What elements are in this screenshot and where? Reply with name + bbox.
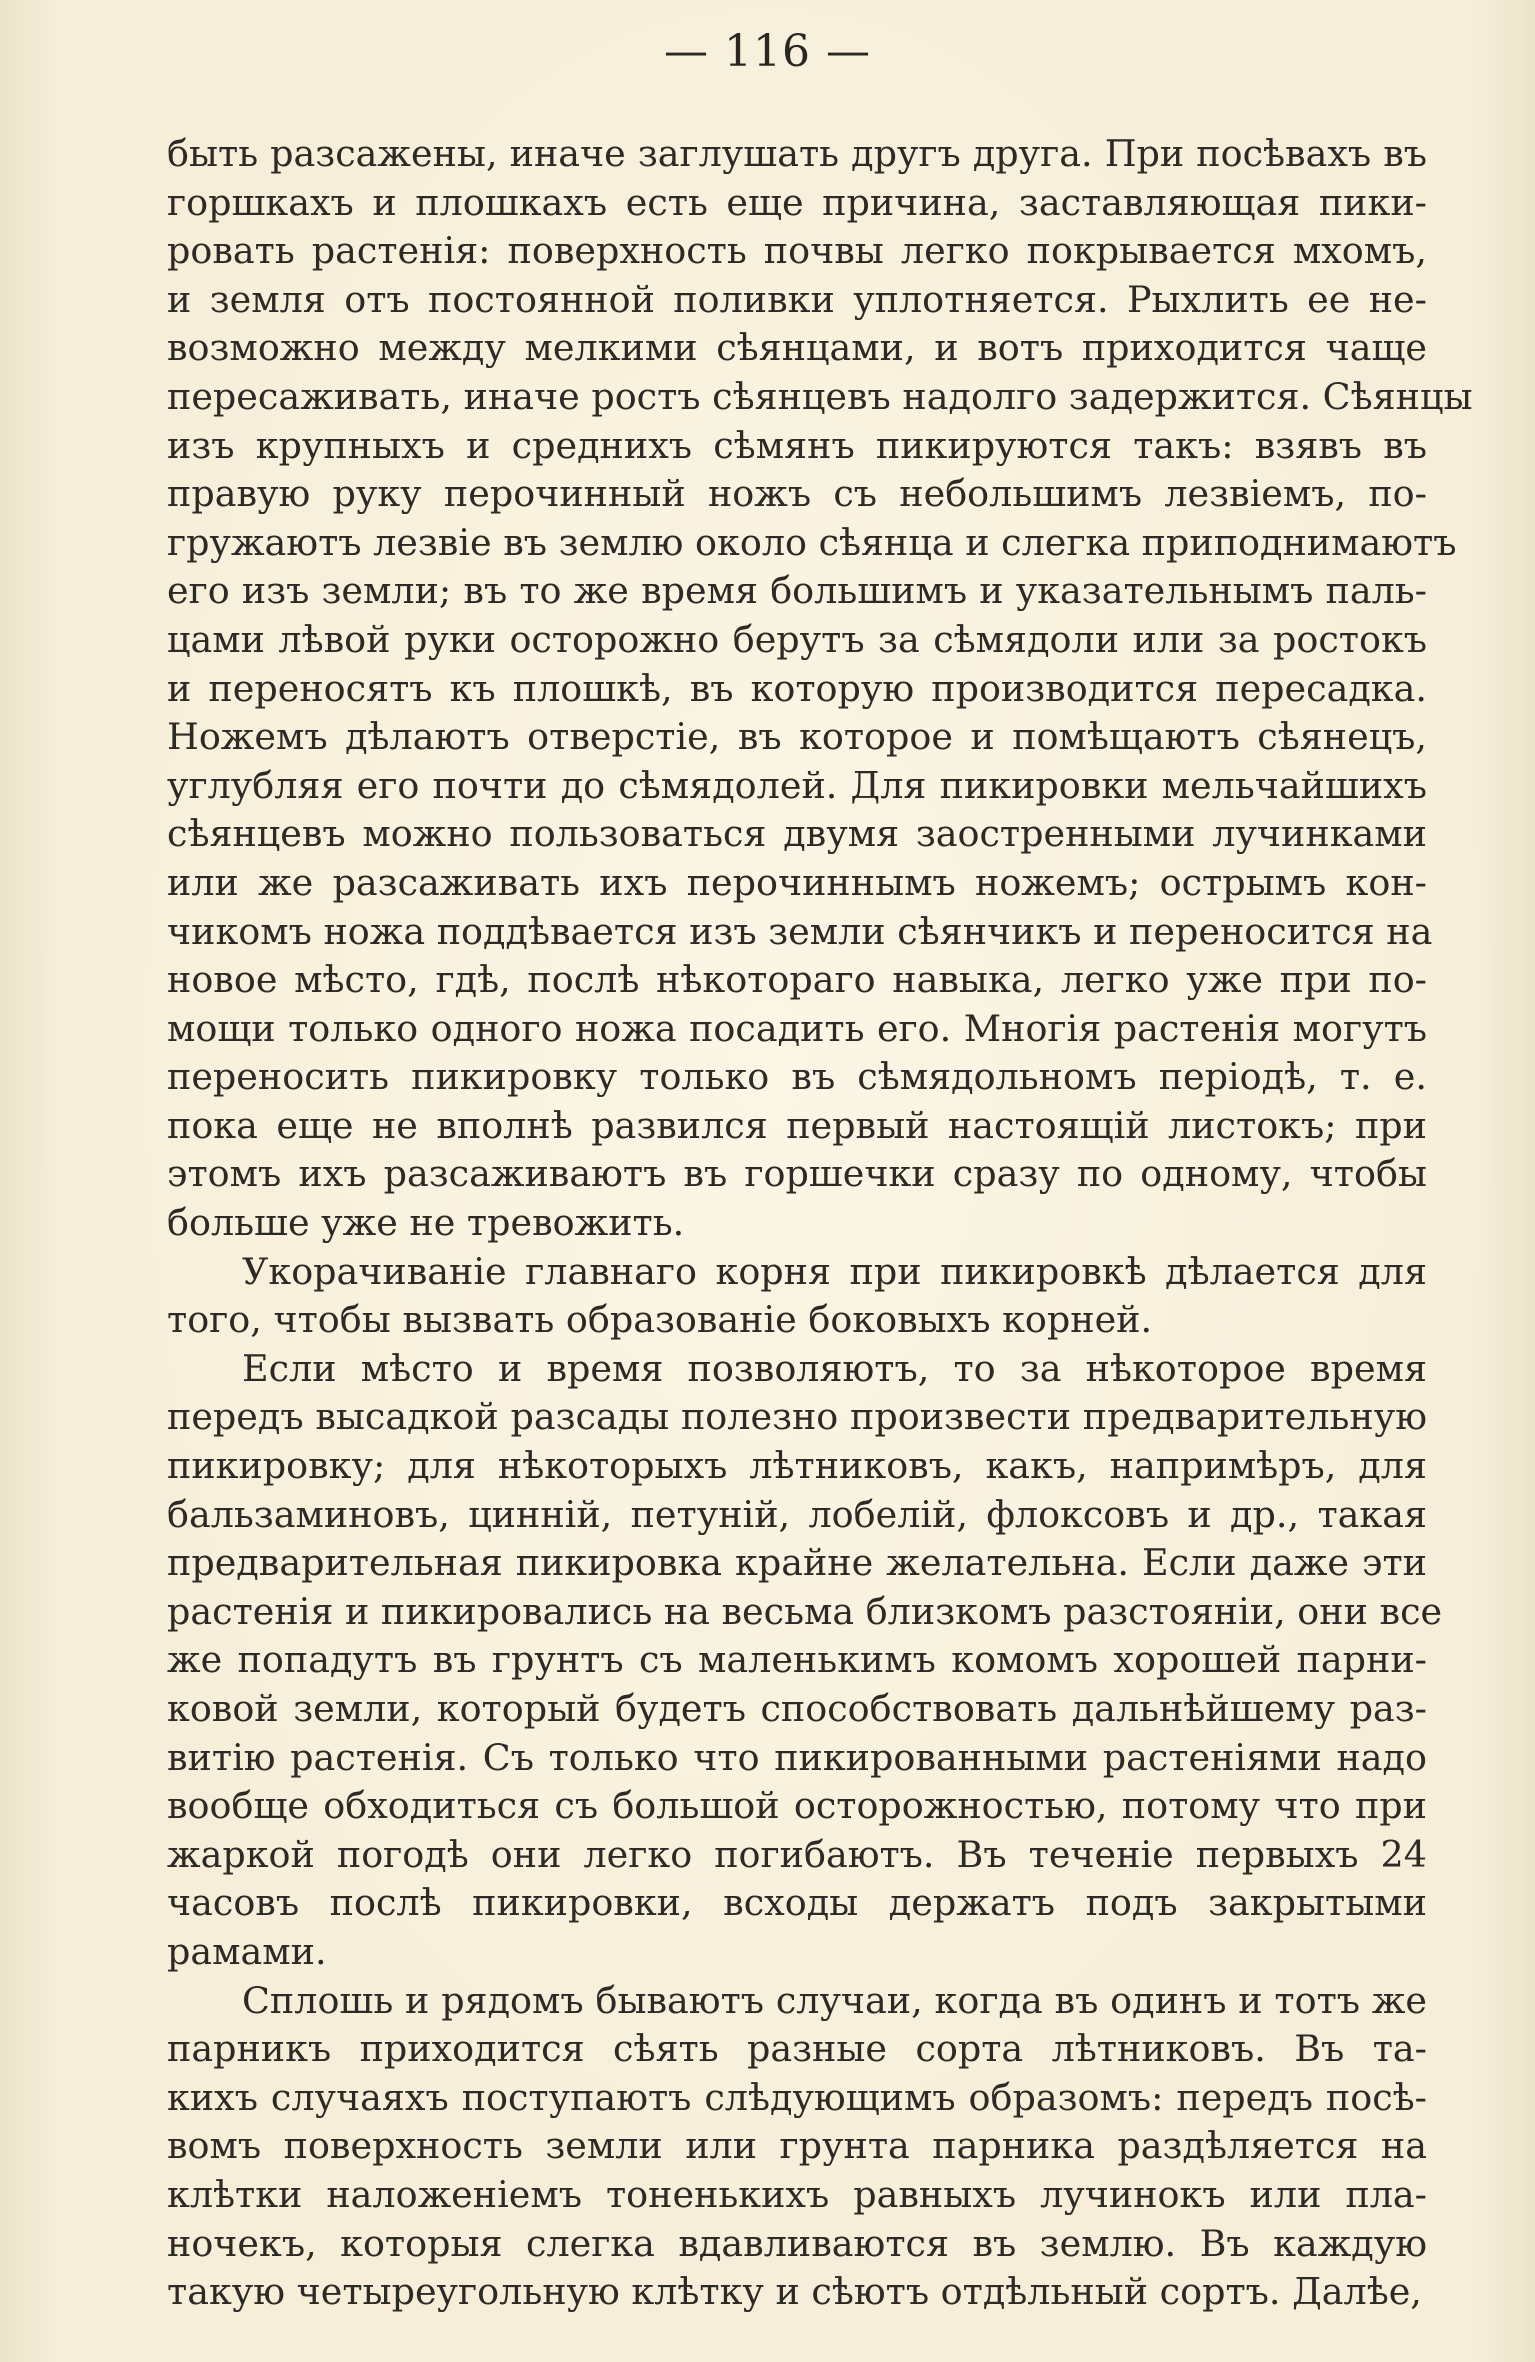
text-line: гружаютъ лезвіе въ землю около сѣянца и слегка приподнимаютъ [167, 520, 1457, 564]
text-line: парникъ приходится сѣять разные сорта лѣтниковъ. Въ та- [167, 2027, 1427, 2071]
text-line: цами лѣвой руки осторожно берутъ за сѣмядоли или за ростокъ [167, 617, 1427, 661]
text-line: и земля отъ постоянной поливки уплотняется. Рыхлить ее не- [167, 277, 1427, 321]
text-line: жаркой погодѣ они легко погибаютъ. Въ теченіе первыхъ 24 [167, 1832, 1427, 1876]
text-line: и переносятъ къ плошкѣ, въ которую производится пересадка. [167, 666, 1427, 710]
text-line: такую четыреугольную клѣтку и сѣютъ отдѣльный сортъ. Далѣе, [167, 2270, 1422, 2314]
text-line: ночекъ, которыя слегка вдавливаются въ землю. Въ каждую [167, 2221, 1427, 2265]
text-line: клѣтки наложеніемъ тоненькихъ равныхъ лучинокъ или пла- [167, 2172, 1427, 2216]
text-line: бальзаминовъ, цинній, петуній, лобелій, флоксовъ и др., такая [167, 1492, 1427, 1536]
text-line: Ножемъ дѣлаютъ отверстіе, въ которое и помѣщаютъ сѣянецъ, [167, 715, 1427, 759]
text-line: мощи только одного ножа посадить его. Многія растенія могутъ [167, 1006, 1427, 1050]
page-number: — 116 — [664, 26, 871, 77]
text-line: горшкахъ и плошкахъ есть еще причина, заставляющая пики- [167, 180, 1427, 224]
text-line: возможно между мелкими сѣянцами, и вотъ приходится чаще [167, 326, 1427, 370]
text-line: этомъ ихъ разсаживаютъ въ горшечки сразу по одному, чтобы [167, 1152, 1427, 1196]
text-line: чикомъ ножа поддѣвается изъ земли сѣянчикъ и переносится на [167, 909, 1433, 953]
text-line: пока еще не вполнѣ развился первый настоящій листокъ; при [167, 1103, 1427, 1147]
text-line: быть разсажены, иначе заглушать другъ друга. При посѣвахъ въ [167, 132, 1427, 175]
text-line: сѣянцевъ можно пользоваться двумя заостренными лучинками [167, 812, 1427, 856]
text-line: Сплошь и рядомъ бываютъ случаи, когда въ одинъ и тотъ же [242, 1978, 1427, 2022]
text-line: того, чтобы вызвать образованіе боковыхъ корней. [167, 1298, 1153, 1342]
text-line: Укорачиваніе главнаго корня при пикировкѣ дѣлается для [242, 1249, 1427, 1293]
text-line: больше уже не тревожить. [167, 1201, 685, 1245]
text-line: ковой земли, который будетъ способствовать дальнѣйшему раз- [167, 1687, 1427, 1730]
text-line: ровать растенія: поверхность почвы легко покрывается мхомъ, [167, 229, 1427, 273]
text-line: рамами. [167, 1929, 327, 1973]
paragraph [167, 1345, 1443, 1977]
text-line: кихъ случаяхъ поступаютъ слѣдующимъ образомъ: передъ посѣ- [167, 2075, 1427, 2119]
text-line: переносить пикировку только въ сѣмядольномъ періодѣ, т. е. [167, 1055, 1427, 1099]
text-line: Если мѣсто и время позволяютъ, то за нѣкоторое время [242, 1346, 1427, 1390]
text-line: правую руку перочинный ножъ съ небольшимъ лезвіемъ, по- [167, 472, 1427, 516]
text-line: или же разсаживать ихъ перочиннымъ ножемъ; острымъ кон- [167, 860, 1427, 904]
text-line: пикировку; для нѣкоторыхъ лѣтниковъ, какъ, напримѣръ, для [167, 1444, 1427, 1488]
text-line: предварительная пикировка крайне желательна. Если даже эти [167, 1541, 1427, 1585]
text-line: пересаживать, иначе ростъ сѣянцевъ надолго задержится. Сѣянцы [167, 374, 1473, 418]
text-line: растенія и пикировались на весьма близкомъ разстояніи, они все [167, 1589, 1443, 1633]
text-line: углубляя его почти до сѣмядолей. Для пикировки мельчайшихъ [167, 763, 1427, 807]
text-line: передъ высадкой разсады полезно произвести предварительную [167, 1395, 1427, 1439]
text-line: витію растенія. Съ только что пикированными растеніями надо [167, 1735, 1427, 1779]
paragraph [167, 1248, 1427, 1345]
text-line: его изъ земли; въ то же время большимъ и указательнымъ паль- [167, 569, 1427, 613]
body-text [167, 130, 1473, 2317]
text-line: изъ крупныхъ и среднихъ сѣмянъ пикируются такъ: взявъ въ [167, 423, 1427, 467]
text-line: вообще обходиться съ большой осторожностью, потому что при [167, 1784, 1427, 1828]
text-line: часовъ послѣ пикировки, всходы держатъ подъ закрытыми [167, 1881, 1427, 1925]
paragraph [167, 1977, 1427, 2317]
text-line: новое мѣсто, гдѣ, послѣ нѣкотораго навыка, легко уже при по- [167, 958, 1427, 1002]
paragraph [167, 130, 1473, 1248]
text-line: вомъ поверхность земли или грунта парника раздѣляется на [167, 2124, 1427, 2168]
text-line: же попадутъ въ грунтъ съ маленькимъ комомъ хорошей парни- [167, 1638, 1427, 1682]
